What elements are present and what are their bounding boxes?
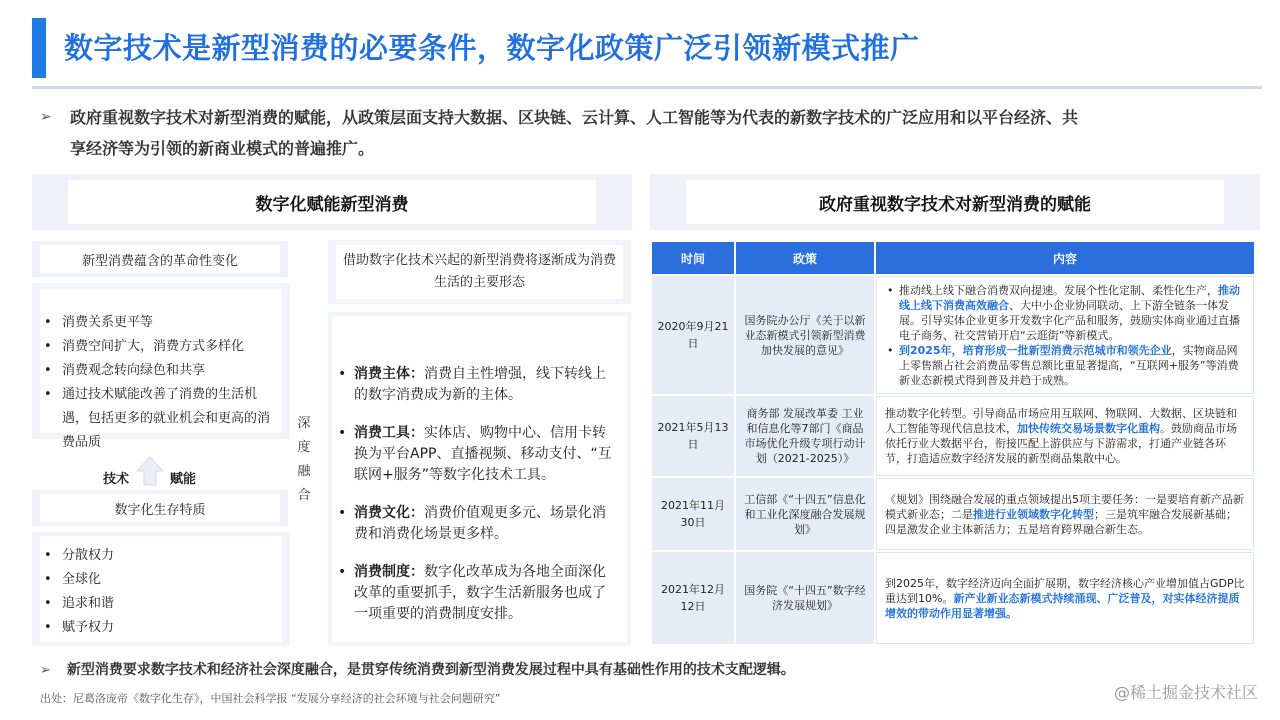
conclusion-text: 新型消费要求数字技术和经济社会深度融合，是贯穿传统消费到新型消费发展过程中具有基础性作用的技术支配逻辑。 bbox=[66, 662, 795, 678]
list-item: • 赋予权力 bbox=[40, 616, 278, 640]
row-policy: 商务部 发展改革委 工业和信息化等7部门《商品市场优化升级专项行动计划（2021-2025）》 bbox=[736, 396, 874, 476]
row-policy: 国务院《“十四五”数字经济发展规划》 bbox=[736, 552, 874, 644]
row-policy: 工信部《“十四五”信息化和工业化深度融合发展规划》 bbox=[736, 478, 874, 550]
survival-card bbox=[32, 532, 290, 646]
item-text: 实体店、购物中心、信用卡转换为平台APP、直播视频、移动支付、“互联网+服务”等数字化技术工具。 bbox=[354, 425, 612, 483]
deep-fusion-char: 度 bbox=[297, 440, 311, 455]
content-highlight: 加快传统交易场景数字化重构 bbox=[1017, 422, 1160, 435]
bullet-arrow-icon: ➢ bbox=[40, 109, 52, 125]
survival-label: 数字化生存特质 bbox=[40, 494, 280, 522]
list-item: • 消费关系更平等 bbox=[40, 311, 280, 335]
list-item: • 全球化 bbox=[40, 568, 278, 592]
table-row bbox=[652, 552, 1254, 644]
content-text: ，实物商品网上零售额占社会消费品零售总额比重显著提高，“互联网+服务”等消费新业态新模式得到普及并趋于成熟。 bbox=[899, 343, 1239, 387]
list-item: • 消费观念转向绿色和共享 bbox=[40, 359, 280, 383]
up-arrow-icon bbox=[136, 455, 164, 487]
title-accent-bar bbox=[32, 18, 46, 78]
item-heading: 消费制度： bbox=[354, 564, 424, 580]
table-row bbox=[652, 276, 1254, 394]
row-content bbox=[876, 552, 1254, 644]
content-text: 《规划》围绕融合发展的重点领域提出5项主要任务：一是要培育新产品新模式新业态；二是 bbox=[885, 492, 1244, 521]
deep-fusion-char: 融 bbox=[297, 464, 311, 479]
table-row bbox=[652, 396, 1254, 476]
column-header-content: 内容 bbox=[876, 242, 1254, 274]
content-text: 。鼓励商品市场依托行业大数据平台，衔接匹配上游供应与下游需求，打通产业链各环节，打造适应数字经济发展的新型商品集散中心。 bbox=[885, 422, 1237, 465]
item-heading: 消费主体： bbox=[354, 366, 424, 382]
content-bullet bbox=[885, 343, 1245, 388]
conclusion-line bbox=[40, 659, 795, 679]
content-text: 、大中小企业协同联动、上下游全链条一体发展。引导实体企业更多开发数字化产品和服务，鼓励实体商业通过直播电子商务、社交营销开启“云逛街”等新模式。 bbox=[899, 298, 1240, 342]
consumption-aspects-list bbox=[338, 364, 617, 625]
survival-label-box bbox=[32, 490, 288, 526]
row-date: 2021年5月13日 bbox=[652, 396, 734, 476]
list-item: • 消费空间扩大，消费方式多样化 bbox=[40, 335, 280, 359]
list-item bbox=[338, 562, 617, 625]
list-item bbox=[338, 364, 617, 406]
content-highlight: 到2025年，培育形成一批新型消费示范城市和领先企业 bbox=[899, 343, 1172, 357]
content-text: 推动数字化转型。引导商品市场应用互联网、物联网、大数据、区块链和人工智能等现代信息技术， bbox=[885, 407, 1237, 435]
survival-list bbox=[40, 544, 278, 640]
mid-header-box bbox=[328, 240, 631, 304]
content-highlight: 推动线上线下消费高效融合 bbox=[899, 283, 1240, 312]
list-item: • 分散权力 bbox=[40, 544, 278, 568]
lead-line-1: 政府重视数字技术对新型消费的赋能，从政策层面支持大数据、区块链、云计算、人工智能等为代表的新数字技术的广泛应用和以平台经济、共 bbox=[70, 108, 1079, 127]
page-title: 数字技术是新型消费的必要条件，数字化政策广泛引领新模式推广 bbox=[64, 31, 920, 65]
tech-label: 技术 bbox=[103, 472, 130, 487]
list-item: • 追求和谐 bbox=[40, 592, 278, 616]
left-panel-header bbox=[32, 174, 632, 230]
right-panel-title: 政府重视数字技术对新型消费的赋能 bbox=[686, 180, 1224, 224]
column-header-time: 时间 bbox=[652, 242, 734, 274]
bullet-arrow-icon: ➢ bbox=[40, 663, 51, 678]
deep-fusion-char: 深 bbox=[297, 416, 311, 431]
deep-fusion-label bbox=[296, 412, 312, 508]
row-content bbox=[876, 276, 1254, 394]
mid-content-card bbox=[328, 312, 631, 646]
row-date: 2020年9月21日 bbox=[652, 276, 734, 394]
policy-table bbox=[650, 240, 1256, 646]
item-text: 消费自主性增强，线下转线上的数字消费成为新的主体。 bbox=[354, 366, 606, 403]
content-bullet bbox=[885, 283, 1245, 343]
content-highlight: 新产业新业态新模式持续涌现、广泛普及，对实体经济提质增效的带动作用显著增强。 bbox=[885, 591, 1240, 620]
item-text: 数字化改革成为各地全面深化改革的重要抓手，数字生活新服务也成了一项重要的消费制度安排。 bbox=[354, 564, 606, 622]
row-date: 2021年11月30日 bbox=[652, 478, 734, 550]
list-item: • 通过技术赋能改善了消费的生活机遇，包括更多的就业机会和更高的消费品质 bbox=[40, 383, 280, 455]
changes-card bbox=[32, 283, 290, 450]
row-date: 2021年12月12日 bbox=[652, 552, 734, 644]
list-item bbox=[338, 423, 617, 486]
changes-label: 新型消费蕴含的革命性变化 bbox=[40, 245, 280, 273]
deep-fusion-char: 合 bbox=[297, 488, 311, 503]
column-header-policy: 政策 bbox=[736, 242, 874, 274]
item-heading: 消费工具： bbox=[354, 425, 424, 441]
title-divider bbox=[32, 86, 1262, 89]
item-text: 消费价值观更多元、场景化消费和消费化场景更多样。 bbox=[354, 505, 606, 542]
table-header-row bbox=[652, 242, 1254, 274]
changes-label-box bbox=[32, 241, 288, 277]
left-panel-title: 数字化赋能新型消费 bbox=[68, 180, 596, 224]
list-item bbox=[338, 503, 617, 545]
lead-paragraph bbox=[40, 102, 1255, 164]
row-content bbox=[876, 396, 1254, 476]
row-content bbox=[876, 478, 1254, 550]
lead-line-2: 享经济等为引领的新商业模式的普遍推广。 bbox=[70, 139, 375, 158]
empower-label: 赋能 bbox=[170, 472, 197, 487]
content-text: 到2025年，数字经济迈向全面扩展期，数字经济核心产业增加值占GDP比重达到10%。 bbox=[885, 576, 1245, 605]
content-text: 推动线上线下融合消费双向提速。发展个性化定制、柔性化生产， bbox=[899, 283, 1218, 297]
mid-header-text: 借助数字化技术兴起的新型消费将逐渐成为消费生活的主要形态 bbox=[336, 245, 623, 299]
watermark: @稀土掘金技术社区 bbox=[1113, 683, 1258, 702]
source-note: 出处：尼葛洛庞帝《数字化生存》，中国社会科学报 “发展分享经济的社会环境与社会问题研究” bbox=[40, 692, 501, 705]
table-row bbox=[652, 478, 1254, 550]
changes-list bbox=[40, 311, 280, 455]
content-highlight: 推进行业领域数字化转型 bbox=[973, 507, 1094, 521]
right-panel-header bbox=[650, 174, 1260, 230]
row-policy: 国务院办公厅《关于以新业态新模式引领新型消费加快发展的意见》 bbox=[736, 276, 874, 394]
item-heading: 消费文化： bbox=[354, 505, 424, 521]
content-text: ；三是筑牢融合发展新基础；四是激发企业主体新活力；五是培育跨界融合新生态。 bbox=[885, 507, 1237, 536]
